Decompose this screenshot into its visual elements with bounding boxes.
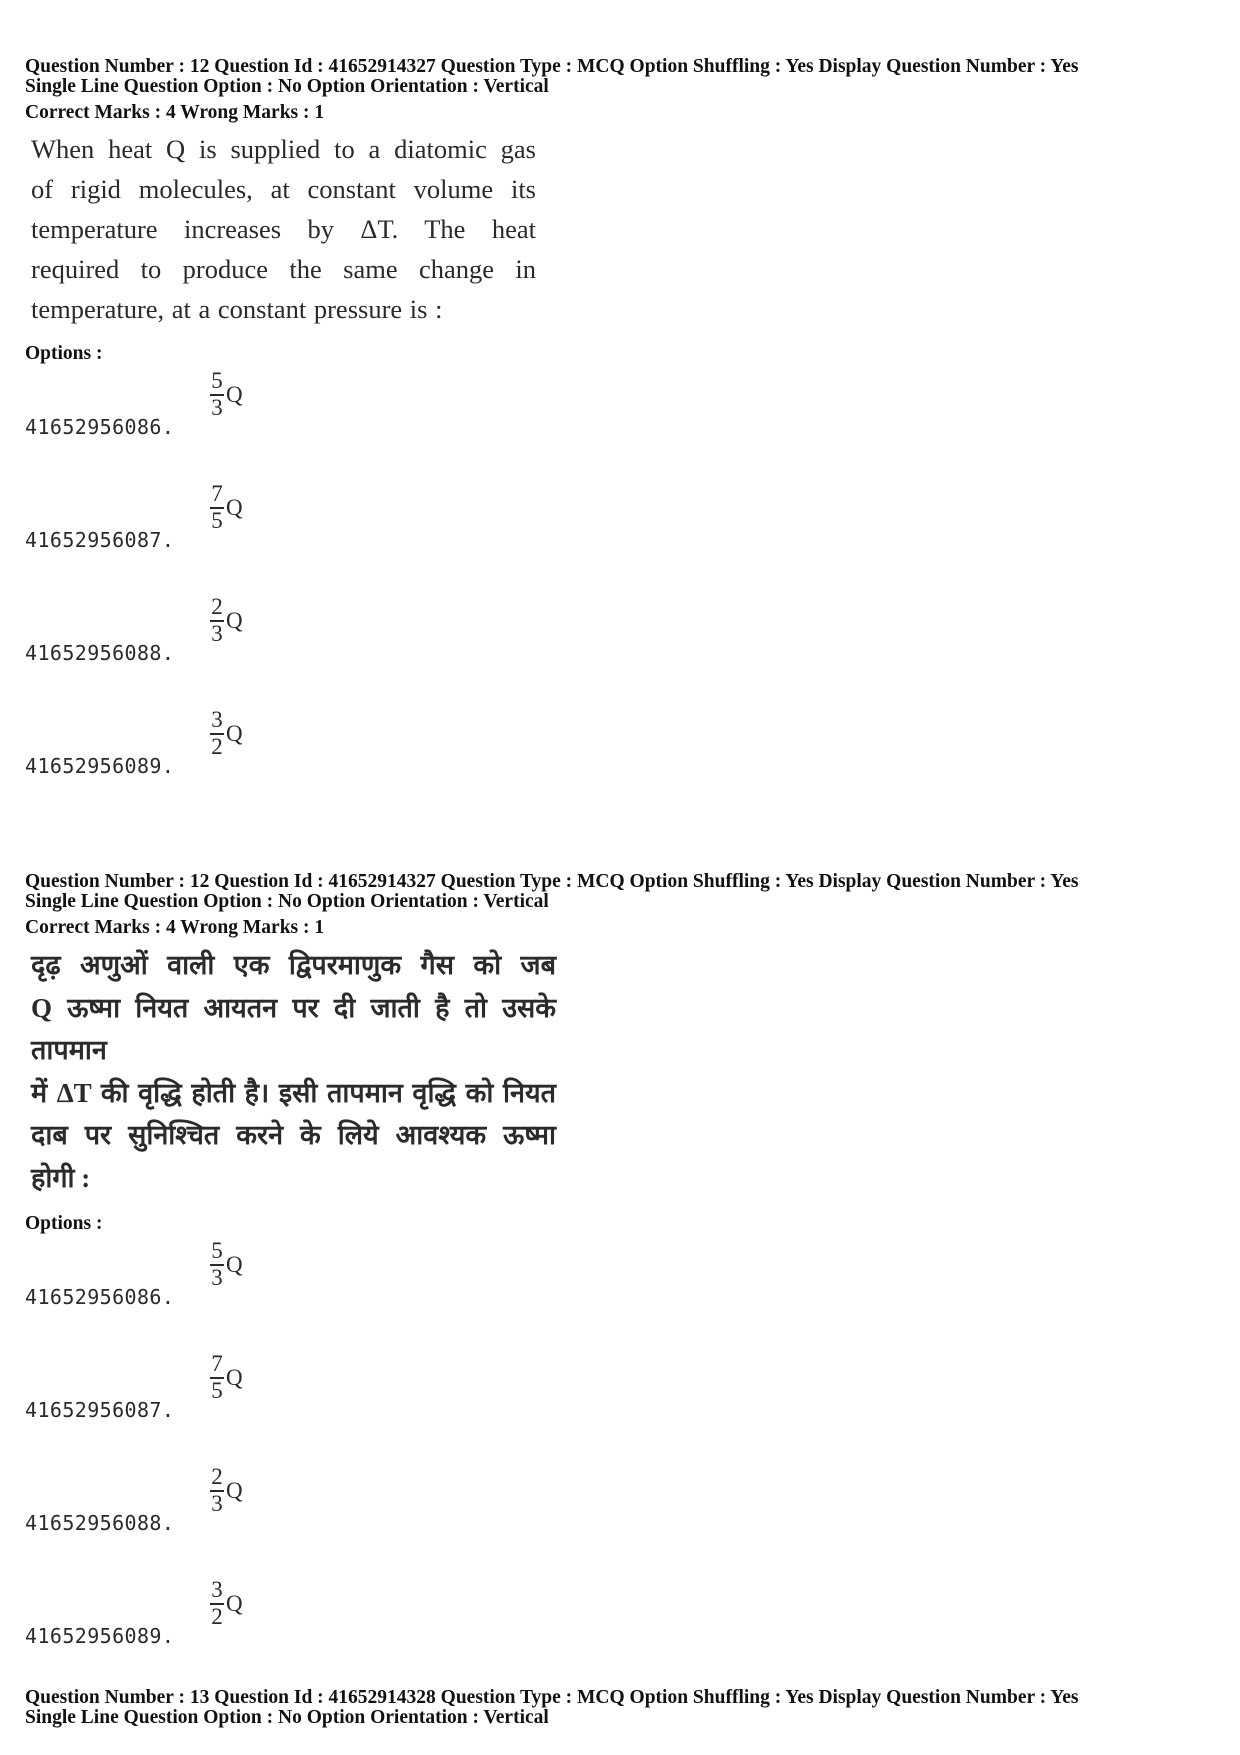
option-item[interactable] bbox=[25, 702, 1215, 815]
option-id: 41652956086. bbox=[25, 415, 175, 439]
option-id: 41652956088. bbox=[25, 1511, 175, 1535]
fraction-denominator: 5 bbox=[211, 1378, 223, 1403]
question-block-12-hindi bbox=[25, 872, 1215, 1685]
fraction-variable: Q bbox=[226, 721, 243, 746]
option-item[interactable] bbox=[25, 1233, 1215, 1346]
question-meta-line: Question Number : 12 Question Id : 41652914327 Question Type : MCQ Option Shuffling : Yes Display Question Number : Yes bbox=[25, 871, 1079, 892]
options-list bbox=[25, 363, 1215, 815]
question-text-line: temperature, at a constant pressure is : bbox=[31, 294, 443, 324]
question-text-line: temperature increases by ΔT. The heat bbox=[31, 214, 536, 244]
options-label: Options : bbox=[25, 343, 103, 364]
fraction-numerator: 2 bbox=[211, 594, 223, 619]
fraction-variable: Q bbox=[226, 1478, 243, 1503]
option-item[interactable] bbox=[25, 1459, 1215, 1572]
question-block-13 bbox=[25, 1688, 1215, 1728]
question-text-line: When heat Q is supplied to a diatomic gas bbox=[31, 134, 536, 164]
option-item[interactable] bbox=[25, 363, 1215, 476]
question-text bbox=[31, 944, 556, 1199]
fraction-denominator: 2 bbox=[211, 734, 223, 759]
fraction-denominator: 5 bbox=[211, 508, 223, 533]
fraction-denominator: 3 bbox=[211, 1265, 223, 1290]
fraction-denominator: 3 bbox=[211, 621, 223, 646]
options-list bbox=[25, 1233, 1215, 1685]
fraction-numerator: 2 bbox=[211, 1464, 223, 1489]
question-text-line: Q ऊष्मा नियत आयतन पर दी जाती है तो उसके तापमान bbox=[31, 992, 556, 1065]
question-text-line: में ΔT की वृद्धि होती है। इसी तापमान वृद्धि को नियत bbox=[31, 1077, 556, 1108]
question-meta-line: Single Line Question Option : No Option Orientation : Vertical bbox=[25, 891, 549, 912]
option-id: 41652956088. bbox=[25, 641, 175, 665]
question-meta-line: Question Number : 12 Question Id : 41652914327 Question Type : MCQ Option Shuffling : Yes Display Question Number : Yes bbox=[25, 56, 1079, 77]
marks-line: Correct Marks : 4 Wrong Marks : 1 bbox=[25, 917, 325, 938]
fraction-numerator: 3 bbox=[211, 1577, 223, 1602]
question-text-line: दृढ़ अणुओं वाली एक द्विपरमाणुक गैस को जब bbox=[31, 950, 556, 980]
question-meta-line: Single Line Question Option : No Option Orientation : Vertical bbox=[25, 1707, 549, 1728]
question-text-line: of rigid molecules, at constant volume its bbox=[31, 174, 536, 204]
marks-line: Correct Marks : 4 Wrong Marks : 1 bbox=[25, 102, 325, 123]
fraction-variable: Q bbox=[226, 608, 243, 633]
option-id: 41652956089. bbox=[25, 754, 175, 778]
fraction-numerator: 7 bbox=[211, 1351, 223, 1376]
fraction-variable: Q bbox=[226, 495, 243, 520]
fraction-variable: Q bbox=[226, 1365, 243, 1390]
option-item[interactable] bbox=[25, 476, 1215, 589]
fraction-variable: Q bbox=[226, 382, 243, 407]
option-id: 41652956089. bbox=[25, 1624, 175, 1648]
fraction-variable: Q bbox=[226, 1591, 243, 1616]
option-item[interactable] bbox=[25, 589, 1215, 702]
fraction-denominator: 3 bbox=[211, 1491, 223, 1516]
fraction-numerator: 5 bbox=[211, 1238, 223, 1263]
option-id: 41652956086. bbox=[25, 1285, 175, 1309]
option-item[interactable] bbox=[25, 1572, 1215, 1685]
fraction-numerator: 5 bbox=[211, 368, 223, 393]
option-id: 41652956087. bbox=[25, 528, 175, 552]
question-text-line: दाब पर सुनिश्चित करने के लिये आवश्यक ऊष्मा bbox=[31, 1120, 556, 1150]
question-text bbox=[31, 129, 536, 329]
question-text-line: required to produce the same change in bbox=[31, 254, 536, 284]
fraction-denominator: 3 bbox=[211, 395, 223, 420]
option-id: 41652956087. bbox=[25, 1398, 175, 1422]
fraction-denominator: 2 bbox=[211, 1604, 223, 1629]
question-block-12-english bbox=[25, 57, 1215, 815]
options-label: Options : bbox=[25, 1213, 103, 1234]
option-item[interactable] bbox=[25, 1346, 1215, 1459]
fraction-numerator: 7 bbox=[211, 481, 223, 506]
question-meta-line: Single Line Question Option : No Option Orientation : Vertical bbox=[25, 76, 549, 97]
question-meta-line: Question Number : 13 Question Id : 41652914328 Question Type : MCQ Option Shuffling : Yes Display Question Number : Yes bbox=[25, 1687, 1079, 1708]
fraction-variable: Q bbox=[226, 1252, 243, 1277]
fraction-numerator: 3 bbox=[211, 707, 223, 732]
question-text-line: होगी : bbox=[31, 1162, 91, 1193]
